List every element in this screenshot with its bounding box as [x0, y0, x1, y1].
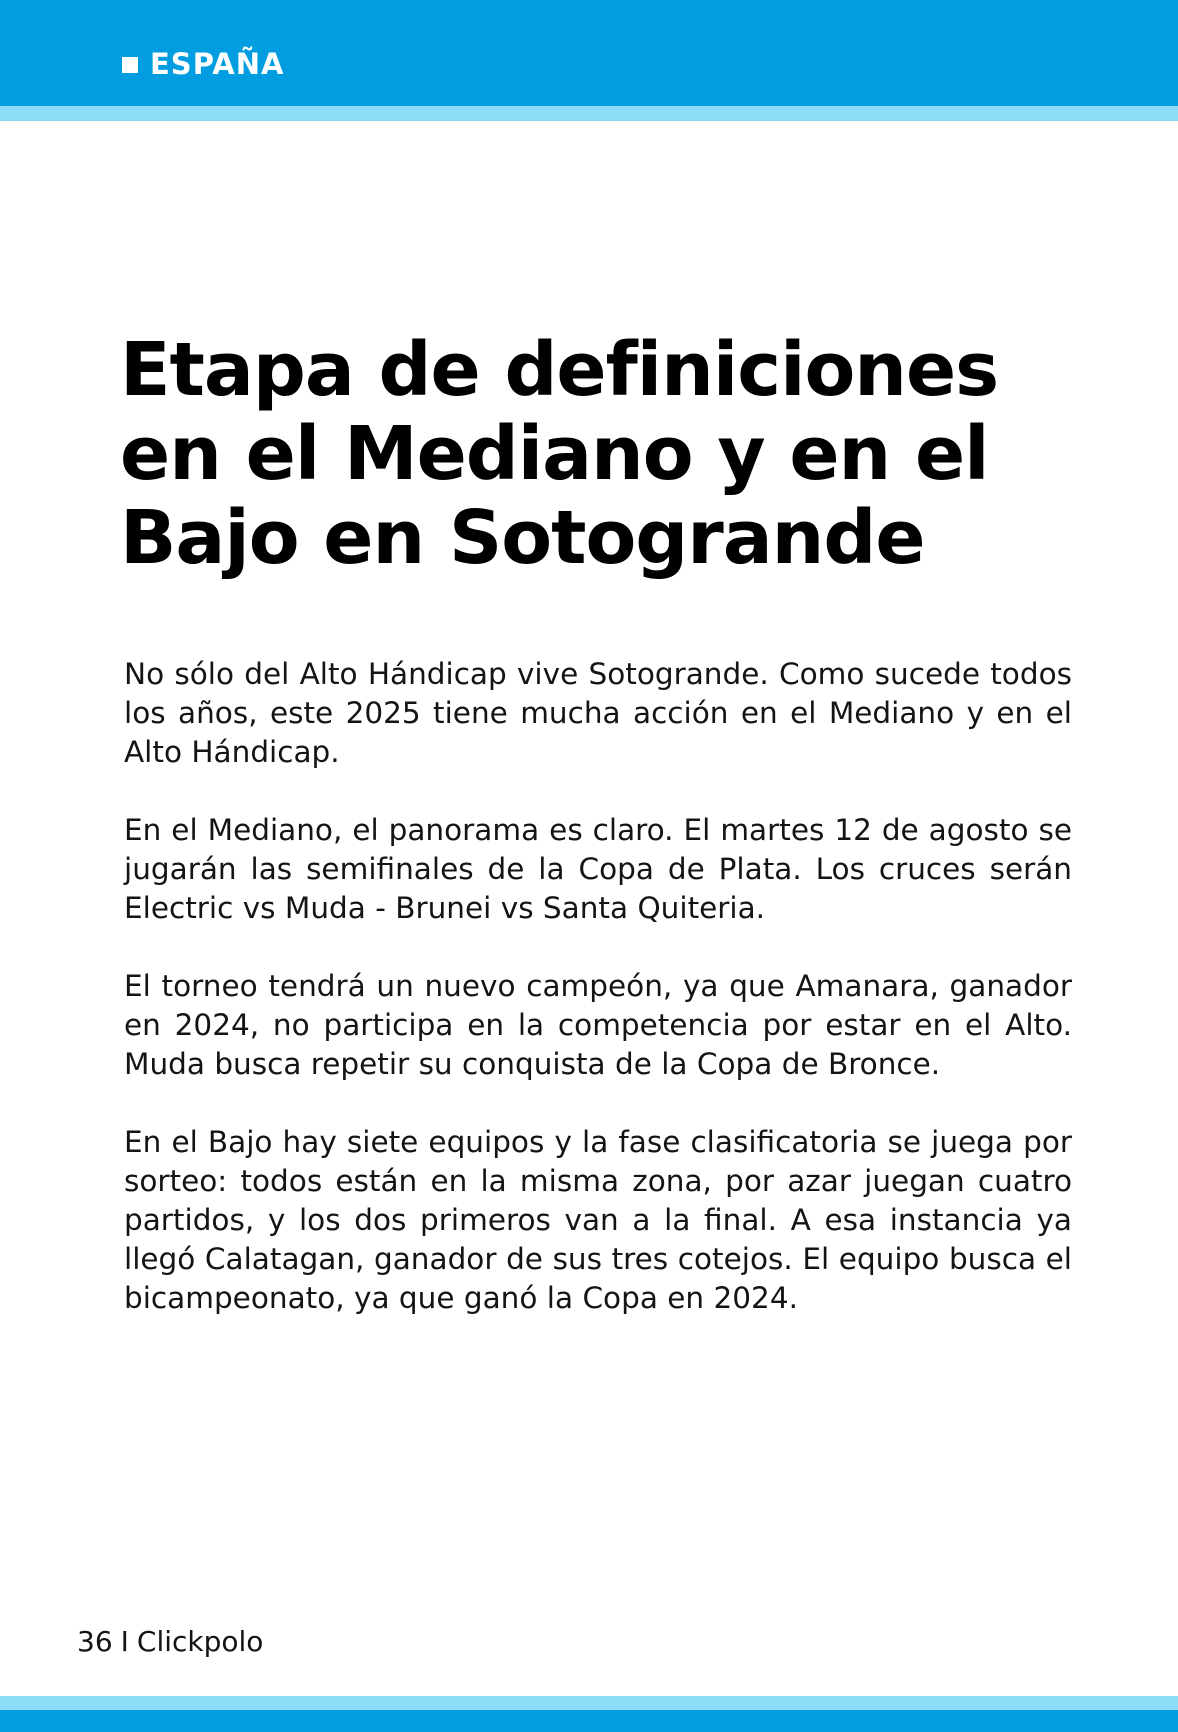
publication-name: Clickpolo [136, 1625, 264, 1658]
footer-separator: I [120, 1625, 129, 1658]
section-tag [122, 47, 285, 81]
article-title [120, 328, 1080, 580]
page-footer [77, 1625, 264, 1658]
section-label: ESPAÑA [150, 47, 285, 81]
title-line-2: en el Mediano y en el [120, 411, 989, 497]
paragraph-1: No sólo del Alto Hándicap vive Sotogrande. Como sucede todos los años, este 2025 tiene mucha acción en el Mediano y en el Alto Hándicap. [124, 657, 1072, 769]
footer-bar [0, 1710, 1178, 1732]
paragraph-4: En el Bajo hay siete equipos y la fase clasificatoria se juega por sorteo: todos están en la misma zona, por azar juegan cuatro partidos, y los dos primeros van a la final. A esa instancia ya llegó Calatagan, ganador de sus tres cotejos. El equipo busca el bicampeonato, ya que ganó la Copa en 2024. [124, 1125, 1072, 1315]
title-line-3: Bajo en Sotogrande [120, 495, 925, 581]
title-line-1: Etapa de definiciones [120, 327, 999, 413]
footer-stripe [0, 1696, 1178, 1710]
paragraph-2: En el Mediano, el panorama es claro. El martes 12 de agosto se jugarán las semifinales de la Copa de Plata. Los cruces serán Electric vs Muda - Brunei vs Santa Quiteria. [124, 813, 1072, 925]
square-bullet-icon [122, 57, 138, 73]
header-stripe [0, 106, 1178, 121]
page-number: 36 [77, 1625, 113, 1658]
paragraph-3: El torneo tendrá un nuevo campeón, ya que Amanara, ganador en 2024, no participa en la competencia por estar en el Alto. Muda busca repetir su conquista de la Copa de Bronce. [124, 969, 1072, 1081]
article-body [124, 655, 1072, 1357]
